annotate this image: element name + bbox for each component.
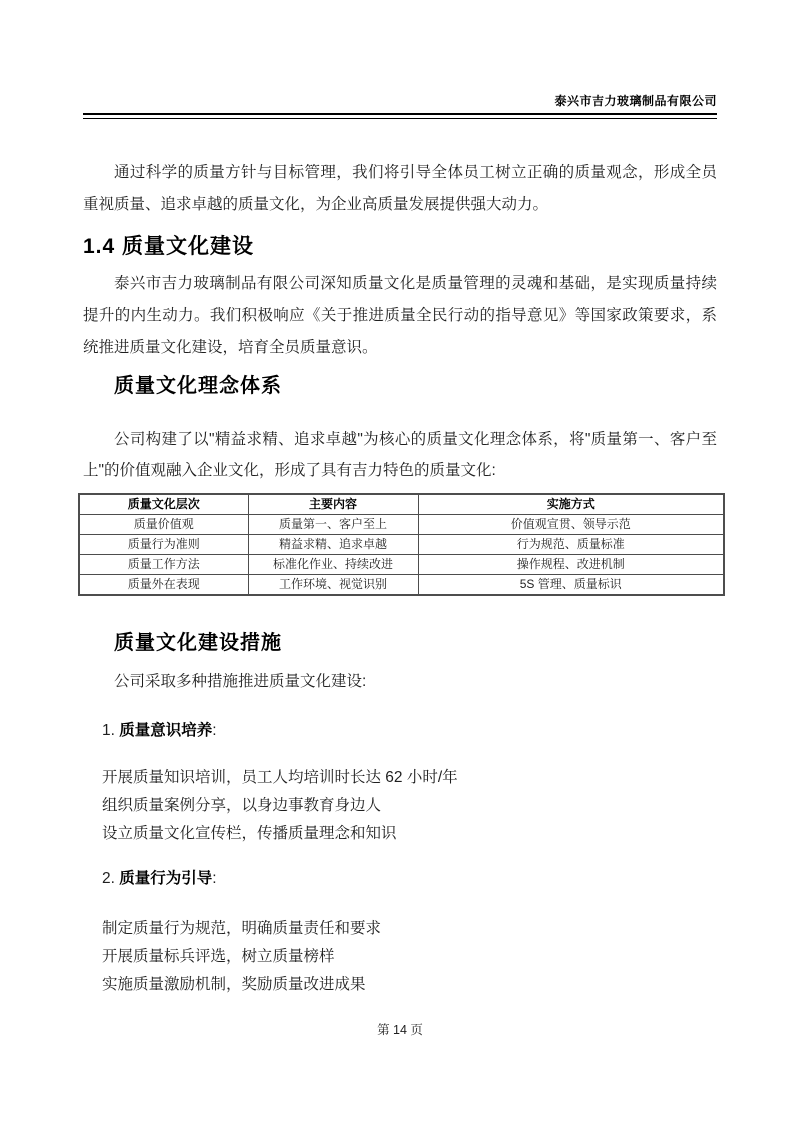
- table-row: [79, 514, 724, 534]
- measure-item-heading: [102, 719, 717, 742]
- measure-line-group: [102, 764, 717, 848]
- table-cell: 行为规范、质量标准: [418, 534, 724, 554]
- table-cell: 质量价值观: [79, 514, 248, 534]
- page-number: 第 14 页: [377, 1023, 423, 1037]
- intro-paragraph: 通过科学的质量方针与目标管理，我们将引导全体员工树立正确的质量观念，形成全员重视质量、追求卓越的质量文化，为企业高质量发展提供强大动力。: [83, 163, 717, 213]
- table-cell: 标准化作业、持续改进: [248, 554, 418, 574]
- page-header: [0, 0, 800, 119]
- table-cell: 操作规程、改进机制: [418, 554, 724, 574]
- section-heading: 1.4 质量文化建设: [83, 234, 255, 258]
- measure-item-title: 质量行为引导: [119, 869, 213, 887]
- table-cell: 5S 管理、质量标识: [418, 574, 724, 595]
- table-cell: 质量外在表现: [79, 574, 248, 595]
- table-cell: 质量工作方法: [79, 554, 248, 574]
- measure-item-heading: [102, 867, 717, 890]
- measure-line: 组织质量案例分享，以身边事教育身边人: [102, 796, 382, 814]
- table-cell: 精益求精、追求卓越: [248, 534, 418, 554]
- page-footer: [0, 1022, 800, 1038]
- measure-line: 制定质量行为规范，明确质量责任和要求: [102, 919, 382, 937]
- table-cell: 质量行为准则: [79, 534, 248, 554]
- measures-paragraph: 公司采取多种措施推进质量文化建设:: [114, 672, 367, 690]
- table-row: [79, 534, 724, 554]
- measure-line: 设立质量文化宣传栏，传播质量理念和知识: [102, 824, 397, 842]
- concept-paragraph: 公司构建了以"精益求精、追求卓越"为核心的质量文化理念体系，将"质量第一、客户至上"的价值观融入企业文化，形成了具有吉力特色的质量文化:: [83, 430, 717, 479]
- measure-line: 开展质量标兵评选，树立质量榜样: [102, 947, 335, 965]
- measure-item-colon: :: [212, 869, 217, 887]
- table-header-content: 主要内容: [248, 494, 418, 515]
- table-header-method: 实施方式: [418, 494, 724, 515]
- table-row: [79, 554, 724, 574]
- table-cell: 质量第一、客户至上: [248, 514, 418, 534]
- table-row: [79, 574, 724, 595]
- table-header-row: [79, 494, 724, 515]
- measure-item-number: 1.: [102, 721, 120, 739]
- table-cell: 价值观宣贯、领导示范: [418, 514, 724, 534]
- measure-line-group: [102, 915, 717, 999]
- measure-item-title: 质量意识培养: [119, 721, 213, 739]
- measures-subheading: 质量文化建设措施: [114, 631, 282, 654]
- measure-line: 开展质量知识培训，员工人均培训时长达 62 小时/年: [102, 768, 458, 786]
- table-header-level: 质量文化层次: [79, 494, 248, 515]
- company-name: 泰兴市吉力玻璃制品有限公司: [554, 94, 717, 108]
- measure-item-number: 2.: [102, 869, 120, 887]
- section-paragraph: 泰兴市吉力玻璃制品有限公司深知质量文化是质量管理的灵魂和基础，是实现质量持续提升的内生动力。我们积极响应《关于推进质量全民行动的指导意见》等国家政策要求，系统推进质量文化建设，培育全员质量意识。: [83, 274, 717, 356]
- header-rule: [83, 113, 717, 119]
- concept-subheading: 质量文化理念体系: [114, 374, 282, 397]
- table-cell: 工作环境、视觉识别: [248, 574, 418, 595]
- page-content: [0, 157, 800, 999]
- measure-line: 实施质量激励机制，奖励质量改进成果: [102, 975, 366, 993]
- measure-item-colon: :: [212, 721, 217, 739]
- quality-culture-table: [78, 493, 725, 596]
